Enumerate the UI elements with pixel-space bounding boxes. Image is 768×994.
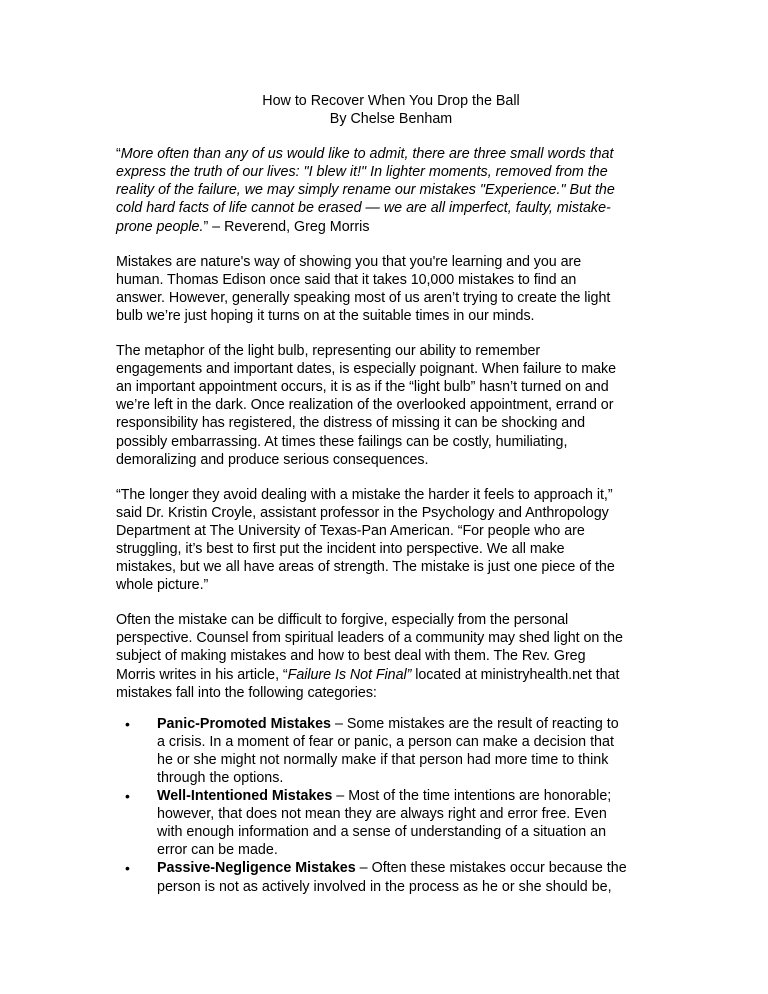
paragraph-line: responsibility has registered, the distress of missing it can be shocking and	[116, 415, 585, 432]
item-line: error can be made.	[157, 842, 278, 859]
paragraph-line: engagements and important dates, is especially poignant. When failure to make	[116, 361, 617, 378]
paragraph-line: The metaphor of the light bulb, representing our ability to remember	[116, 343, 541, 360]
item-line: with enough information and a sense of understanding of a situation an	[157, 824, 607, 841]
bullet-icon: •	[125, 788, 130, 805]
line-prefix: Morris writes in his article, “	[116, 666, 288, 683]
list-item	[116, 859, 656, 895]
item-line: he or she might not normally make if that person had more time to think	[157, 751, 609, 768]
document-byline: By Chelse Benham	[329, 111, 453, 128]
bullet-icon: •	[125, 860, 130, 877]
epigraph-quote-text: cold hard facts of life cannot be erased — we are all imperfect, faulty, mistake-	[116, 200, 611, 217]
mistake-categories-list	[116, 715, 656, 896]
paragraph-edison	[116, 253, 656, 325]
list-item	[116, 715, 656, 787]
item-line: through the options.	[157, 770, 284, 786]
epigraph-line	[116, 145, 656, 163]
paragraph-line	[116, 666, 656, 684]
item-line	[157, 859, 656, 877]
paragraph-line: Department at The University of Texas-Pan American. “For people who are	[116, 522, 585, 539]
paragraph-croyle-quote	[116, 486, 656, 595]
category-term: Passive-Negligence Mistakes	[157, 860, 356, 877]
category-text: – Most of the time intentions are honorable;	[332, 788, 612, 805]
item-line	[157, 787, 656, 805]
list-item	[116, 787, 656, 859]
paragraph-line: perspective. Counsel from spiritual leaders of a community may shed light on the	[116, 630, 623, 647]
epigraph-quote-text: More often than any of us would like to admit, there are three small words that	[120, 146, 614, 163]
paragraph-line: said Dr. Kristin Croyle, assistant professor in the Psychology and Anthropology	[116, 504, 609, 521]
epigraph-open-quote: “	[116, 146, 121, 163]
epigraph-attribution: ” – Reverend, Greg Morris	[203, 218, 370, 235]
paragraph-line: Mistakes are nature's way of showing you that you're learning and you are	[116, 253, 582, 270]
category-text: – Often these mistakes occur because the	[355, 860, 627, 877]
item-line: however, that does not mean they are always right and error free. Even	[157, 806, 607, 823]
paragraph-line: demoralizing and produce serious consequences.	[116, 451, 429, 468]
paragraph-line: struggling, it’s best to first put the incident into perspective. We all make	[116, 540, 565, 557]
paragraph-line: possibly embarrassing. At times these failings can be costly, humiliating,	[116, 433, 568, 450]
article-title: Failure Is Not Final”	[287, 666, 412, 683]
paragraph-line: human. Thomas Edison once said that it takes 10,000 mistakes to find an	[116, 271, 577, 288]
category-text: – Some mistakes are the result of reacting to	[331, 715, 619, 732]
epigraph-line	[116, 218, 656, 236]
epigraph	[116, 145, 656, 235]
paragraph-light-bulb	[116, 342, 656, 469]
paragraph-line: subject of making mistakes and how to best deal with them. The Rev. Greg	[116, 648, 586, 665]
bullet-icon: •	[125, 715, 130, 732]
category-term: Panic-Promoted Mistakes	[157, 715, 331, 732]
paragraph-line: bulb we’re just hoping it turns on at the suitable times in our minds.	[116, 307, 535, 324]
paragraph-line: we’re left in the dark. Once realization of the overlooked appointment, errand or	[116, 397, 614, 414]
epigraph-quote-text: express the truth of our lives: "I blew it!" In lighter moments, removed from the	[116, 164, 608, 181]
paragraph-line: an important appointment occurs, it is as if the “light bulb” hasn’t turned on and	[116, 379, 609, 396]
paragraph-line: whole picture.”	[116, 577, 209, 594]
paragraph-line: Often the mistake can be difficult to forgive, especially from the personal	[116, 612, 569, 629]
document-title: How to Recover When You Drop the Ball	[262, 93, 520, 109]
item-line: a crisis. In a moment of fear or panic, a person can make a decision that	[157, 733, 614, 750]
title-block	[126, 92, 656, 128]
paragraph-morris	[116, 611, 656, 701]
paragraph-line: answer. However, generally speaking most of us aren’t trying to create the light	[116, 289, 611, 306]
paragraph-line: mistakes, but we all have areas of strength. The mistake is just one piece of the	[116, 559, 615, 576]
paragraph-line: mistakes fall into the following categories:	[116, 684, 377, 701]
paragraph-line: “The longer they avoid dealing with a mistake the harder it feels to approach it,”	[116, 486, 613, 503]
item-line: person is not as actively involved in the process as he or she should be,	[157, 878, 612, 895]
line-suffix: located at ministryhealth.net that	[411, 666, 620, 683]
epigraph-quote-text: prone people.	[116, 218, 204, 235]
epigraph-quote-text: reality of the failure, we may simply rename our mistakes "Experience." But the	[116, 182, 615, 199]
category-term: Well-Intentioned Mistakes	[157, 788, 333, 805]
document-page	[116, 92, 656, 896]
item-line	[157, 715, 656, 733]
